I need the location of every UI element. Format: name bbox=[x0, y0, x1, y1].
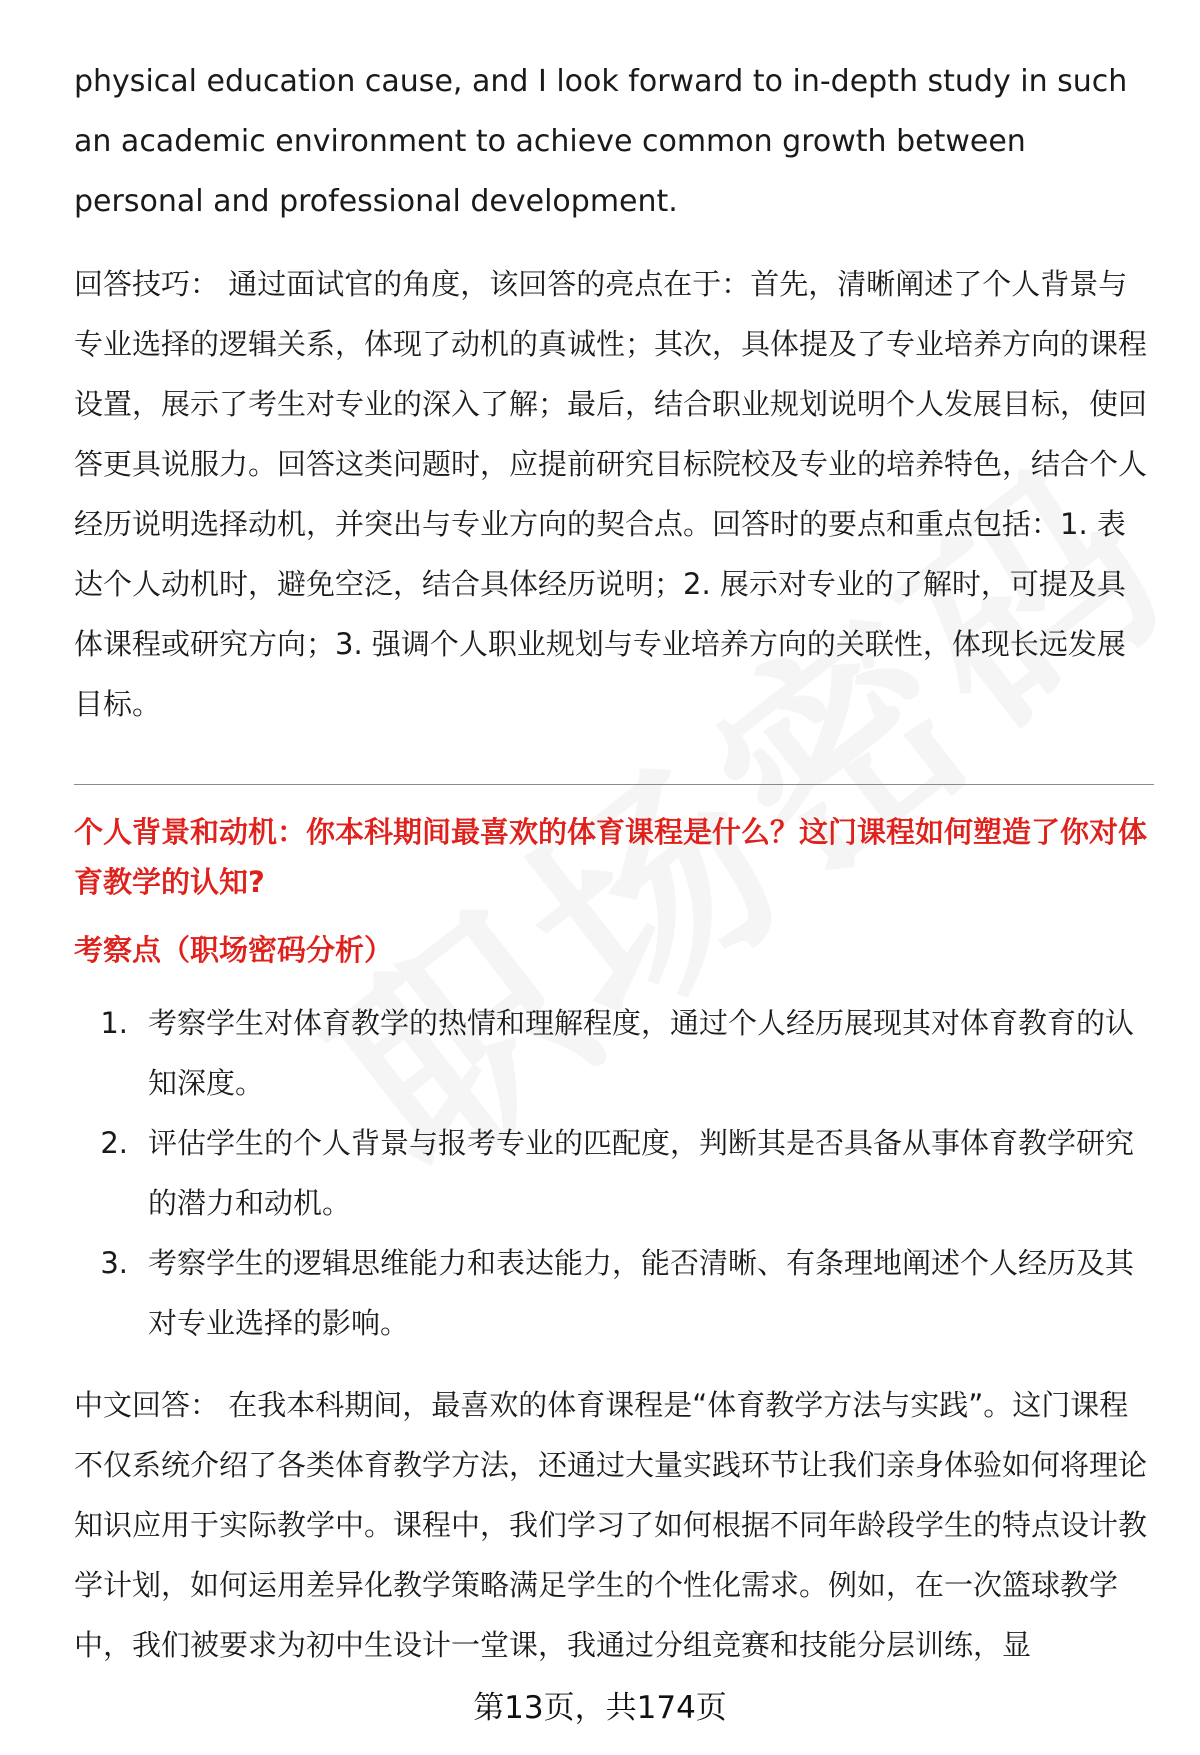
chinese-answer-text: 在我本科期间，最喜欢的体育课程是“体育教学方法与实践”。这门课程不仅系统介绍了各类体育教学方法，还通过大量实践环节让我们亲身体验如何将理论知识应用于实际教学中。课程中，我们学习了如何根据不同年龄段学生的特点设计教学计划，如何运用差异化教学策略满足学生的个性化需求。例如，在一次篮球教学中，我们被要求为初中生设计一堂课，我通过分组竞赛和技能分层训练，显 bbox=[74, 1388, 1148, 1662]
list-item bbox=[74, 1233, 1154, 1353]
page-content bbox=[74, 52, 1154, 1675]
list-item-text: 考察学生的逻辑思维能力和表达能力，能否清晰、有条理地阐述个人经历及其对专业选择的影响。 bbox=[148, 1246, 1135, 1340]
points-list bbox=[74, 993, 1154, 1353]
list-item-number: 3. bbox=[100, 1246, 128, 1280]
intro-paragraph: physical education cause, and I look forward to in-depth study in such an academic environment to achieve common growth between personal and professional development. bbox=[74, 64, 1128, 219]
answer-tip-paragraph bbox=[74, 254, 1154, 734]
list-item bbox=[74, 993, 1154, 1113]
list-item-text: 考察学生对体育教学的热情和理解程度，通过个人经历展现其对体育教育的认知深度。 bbox=[148, 1006, 1135, 1100]
list-item-text: 评估学生的个人背景与报考专业的匹配度，判断其是否具备从事体育教学研究的潜力和动机。 bbox=[148, 1126, 1135, 1220]
chinese-answer-paragraph bbox=[74, 1375, 1154, 1675]
points-title: 考察点（职场密码分析） bbox=[74, 933, 394, 967]
list-item bbox=[74, 1113, 1154, 1233]
answer-tip-label: 回答技巧： bbox=[74, 267, 220, 301]
chinese-answer-label: 中文回答： bbox=[74, 1388, 220, 1422]
list-item-number: 2. bbox=[100, 1126, 128, 1160]
answer-tip-text: 通过面试官的角度，该回答的亮点在于：首先，清晰阐述了个人背景与专业选择的逻辑关系，体现了动机的真诚性；其次，具体提及了专业培养方向的课程设置，展示了考生对专业的深入了解；最后，结合职业规划说明个人发展目标，使回答更具说服力。回答这类问题时，应提前研究目标院校及专业的培养特色，结合个人经历说明选择动机，并突出与专业方向的契合点。回答时的要点和重点包括：1. 表达个人动机时，避免空泛，结合具体经历说明；2. 展示对专业的了解时，可提及具体课程或研究方向；3. 强调个人职业规划与专业培养方向的关联性，体现长远发展目标。 bbox=[74, 267, 1148, 721]
page-footer: 第13页，共174页 bbox=[473, 1690, 727, 1726]
section-divider bbox=[74, 784, 1154, 785]
list-item-number: 1. bbox=[100, 1006, 128, 1040]
question-heading: 个人背景和动机：你本科期间最喜欢的体育课程是什么？这门课程如何塑造了你对体育教学的认知? bbox=[74, 815, 1148, 899]
